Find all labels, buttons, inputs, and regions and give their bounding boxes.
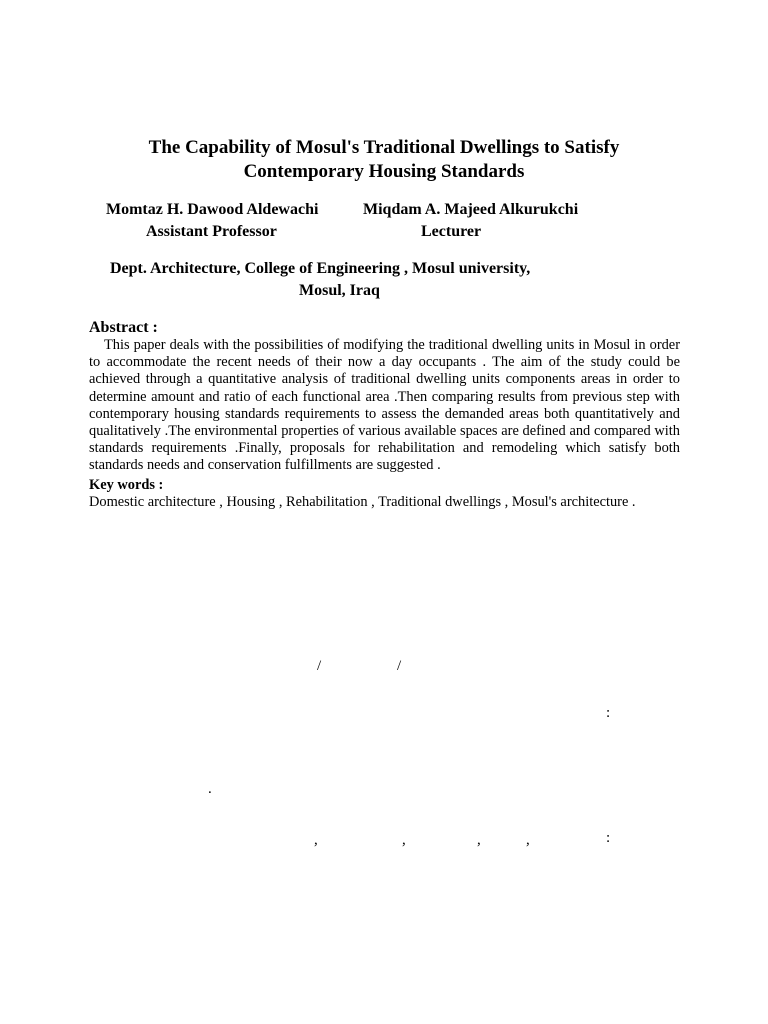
comma-mark: , xyxy=(402,832,406,848)
abstract-heading: Abstract : xyxy=(89,319,158,336)
comma-mark: , xyxy=(314,832,318,848)
author-1-name: Momtaz H. Dawood Aldewachi xyxy=(106,201,319,218)
author-2-role: Lecturer xyxy=(421,223,482,240)
slash-mark: / xyxy=(397,658,402,674)
title-line-1: The Capability of Mosul's Traditional Dwellings to Satisfy xyxy=(148,137,620,158)
keywords-heading: Key words : xyxy=(89,477,164,493)
abstract-text: This paper deals with the possibilities of modifying the traditional dwelling units in Mosul in order to accommodate the recent needs of their now a day occupants . The aim of the study could be achieved through a quantitative analysis of traditional dwelling units components areas in order to determine amount and ratio of each functional area .Then comparing results from previous step with contemporary housing standards requirements to assess the demanded areas both quantitatively and qualitatively .The environmental properties of various available spaces are defined and compared with standards requirements .Finally, proposals for rehabilitation and remodeling which satisfy both standards needs and conservation fulfillments are suggested . xyxy=(89,337,680,474)
author-1-role: Assistant Professor xyxy=(146,223,277,240)
paper-title xyxy=(0,136,768,184)
colon-mark: : xyxy=(606,830,611,846)
author-2-name: Miqdam A. Majeed Alkurukchi xyxy=(363,201,579,218)
affiliation-line-2: Mosul, Iraq xyxy=(299,282,380,299)
author-2 xyxy=(363,199,578,243)
colon-mark: : xyxy=(606,705,611,721)
affiliation xyxy=(110,258,530,302)
affiliation-line-1: Dept. Architecture, College of Engineering , Mosul university, xyxy=(110,260,531,277)
comma-mark: , xyxy=(526,832,530,848)
slash-mark: / xyxy=(317,658,322,674)
keywords-text: Domestic architecture , Housing , Rehabilitation , Traditional dwellings , Mosul's architecture . xyxy=(89,494,636,510)
author-1 xyxy=(106,199,318,243)
title-line-2: Contemporary Housing Standards xyxy=(243,161,525,182)
period-mark: . xyxy=(208,781,212,797)
comma-mark: , xyxy=(477,832,481,848)
